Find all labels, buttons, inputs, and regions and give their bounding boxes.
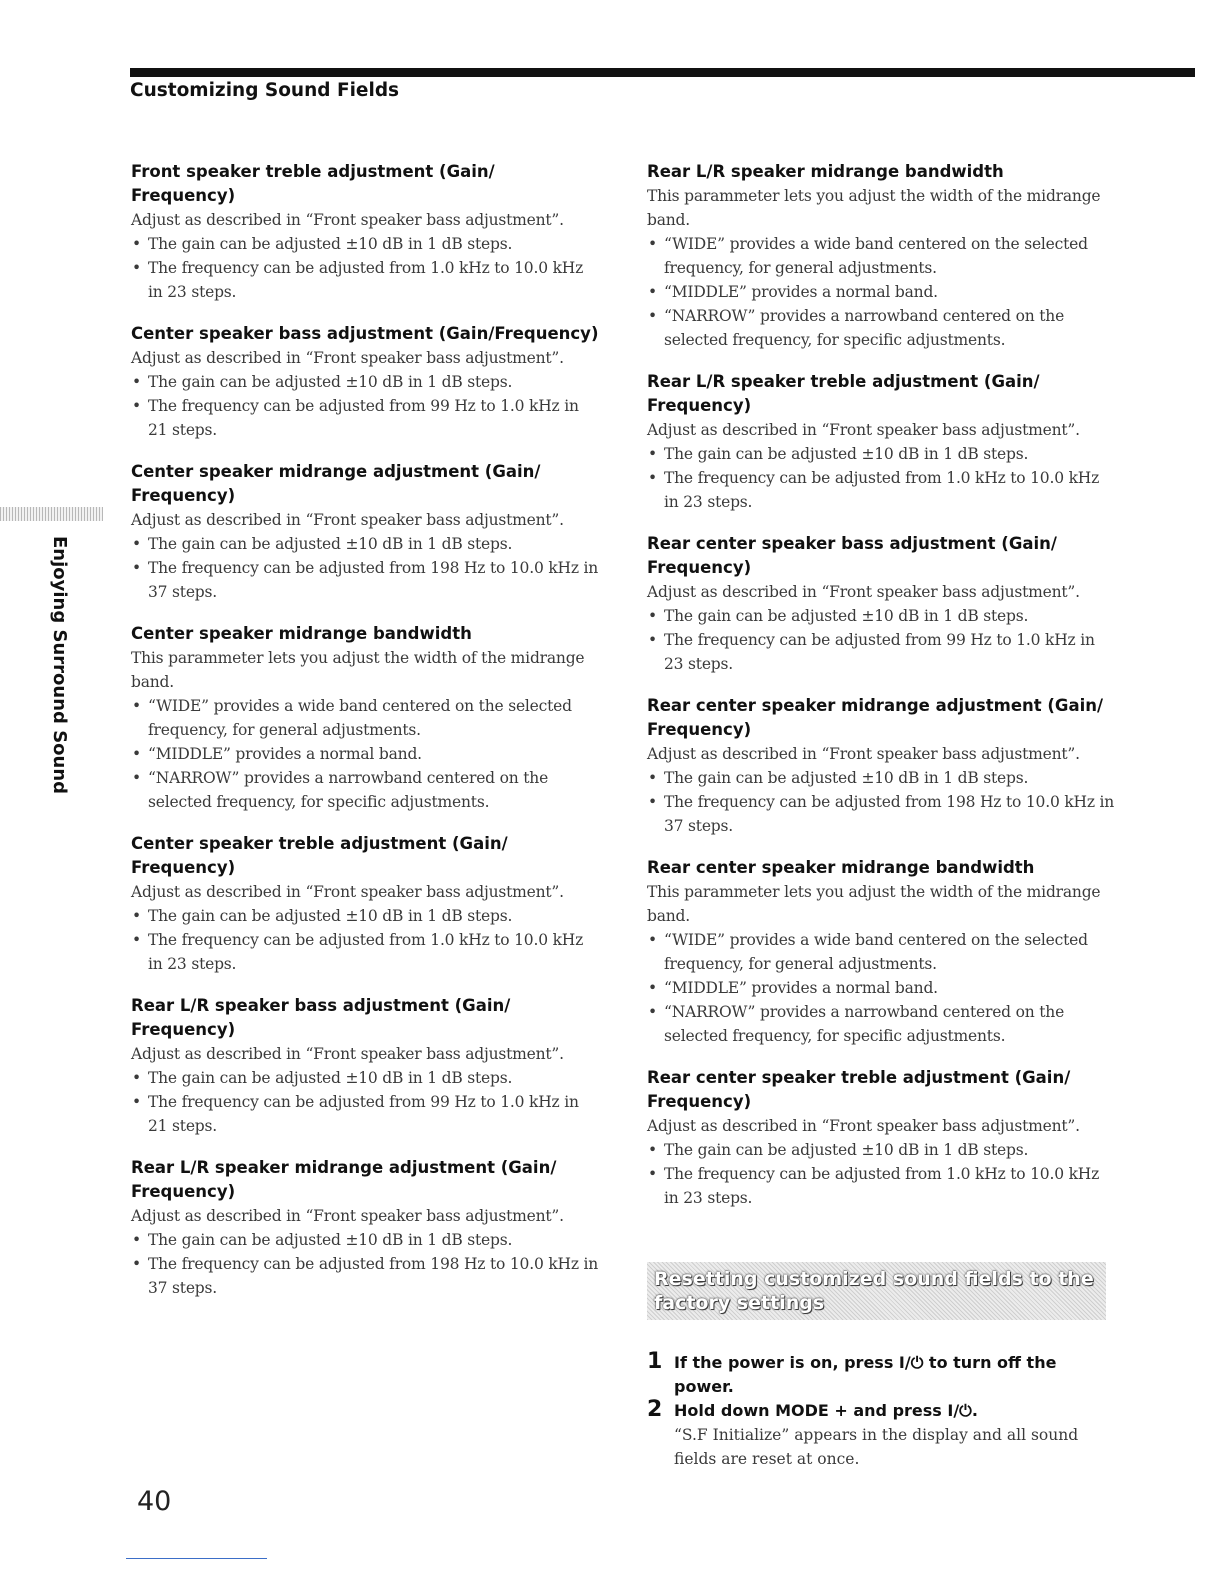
bullet-item: • The frequency can be adjusted from 1.0 kHz to 10.0 kHz in 23 steps. (647, 466, 1117, 514)
page-title: Customizing Sound Fields (130, 80, 400, 101)
section-right-column-0 (647, 160, 1117, 352)
bullet-item: • The gain can be adjusted ±10 dB in 1 dB steps. (131, 904, 601, 928)
section-left-column-5 (131, 994, 601, 1138)
bullet-item: • The frequency can be adjusted from 198 Hz to 10.0 kHz in 37 steps. (131, 1252, 601, 1300)
step-description: “S.F Initialize” appears in the display and all sound fields are reset at once. (674, 1426, 1079, 1468)
section-body: This parammeter lets you adjust the width of the midrange band. (131, 649, 585, 691)
section-title: Center speaker midrange adjustment (Gain/ Frequency) (131, 462, 541, 505)
bullet-item: • “WIDE” provides a wide band centered on the selected frequency, for general adjustments. (647, 928, 1117, 976)
bullet-list (131, 904, 601, 976)
section-body: Adjust as described in “Front speaker bass adjustment”. (647, 421, 1080, 439)
bullet-list (647, 766, 1117, 838)
section-left-column-2 (131, 460, 601, 604)
section-right-column-3 (647, 694, 1117, 838)
reset-step-1 (647, 1348, 1117, 1399)
bullet-item: • The gain can be adjusted ±10 dB in 1 dB steps. (647, 442, 1117, 466)
bullet-list (647, 928, 1117, 1048)
section-right-column-2 (647, 532, 1117, 676)
bullet-item: • “WIDE” provides a wide band centered on the selected frequency, for general adjustments. (131, 694, 601, 742)
section-title: Center speaker treble adjustment (Gain/ Frequency) (131, 834, 508, 877)
bullet-list (131, 532, 601, 604)
section-title: Center speaker midrange bandwidth (131, 624, 472, 643)
bullet-item: • The gain can be adjusted ±10 dB in 1 dB steps. (131, 1228, 601, 1252)
step-instruction: If the power is on, press I/⏻ to turn off the power. (674, 1353, 1057, 1396)
bullet-list (131, 1228, 601, 1300)
right-column (647, 160, 1117, 1228)
bullet-item: • The gain can be adjusted ±10 dB in 1 dB steps. (647, 1138, 1117, 1162)
bullet-item: • The frequency can be adjusted from 1.0 kHz to 10.0 kHz in 23 steps. (131, 256, 601, 304)
step-instruction: Hold down MODE + and press I/⏻. (674, 1401, 978, 1420)
section-left-column-1 (131, 322, 601, 442)
bullet-item: • The frequency can be adjusted from 99 Hz to 1.0 kHz in 23 steps. (647, 628, 1117, 676)
bullet-item: • The gain can be adjusted ±10 dB in 1 dB steps. (647, 604, 1117, 628)
reset-heading-line-2: factory settings (654, 1292, 825, 1314)
side-tab-label: Enjoying Surround Sound (49, 536, 70, 795)
bullet-item: • The gain can be adjusted ±10 dB in 1 dB steps. (131, 532, 601, 556)
section-body: This parammeter lets you adjust the width of the midrange band. (647, 187, 1101, 229)
section-title: Rear center speaker treble adjustment (Gain/ Frequency) (647, 1068, 1071, 1111)
section-body: Adjust as described in “Front speaker bass adjustment”. (647, 583, 1080, 601)
section-left-column-0 (131, 160, 601, 304)
section-body: Adjust as described in “Front speaker bass adjustment”. (647, 1117, 1080, 1135)
section-body: Adjust as described in “Front speaker bass adjustment”. (131, 349, 564, 367)
bullet-list (131, 232, 601, 304)
section-title: Center speaker bass adjustment (Gain/Frequency) (131, 324, 599, 343)
reset-step-2 (647, 1396, 1117, 1471)
bullet-list (647, 442, 1117, 514)
section-title: Front speaker treble adjustment (Gain/ Frequency) (131, 162, 495, 205)
bullet-item: • The gain can be adjusted ±10 dB in 1 dB steps. (647, 766, 1117, 790)
section-title: Rear L/R speaker treble adjustment (Gain/ Frequency) (647, 372, 1040, 415)
bullet-list (131, 694, 601, 814)
section-right-column-5 (647, 1066, 1117, 1210)
section-body: Adjust as described in “Front speaker bass adjustment”. (647, 745, 1080, 763)
bullet-item: • The gain can be adjusted ±10 dB in 1 dB steps. (131, 1066, 601, 1090)
header-rule (130, 68, 1195, 77)
section-title: Rear L/R speaker midrange bandwidth (647, 162, 1004, 181)
side-tab-marker (0, 507, 103, 521)
section-body: Adjust as described in “Front speaker bass adjustment”. (131, 511, 564, 529)
left-column (131, 160, 601, 1318)
section-title: Rear center speaker bass adjustment (Gain/ Frequency) (647, 534, 1057, 577)
bullet-item: • The frequency can be adjusted from 1.0 kHz to 10.0 kHz in 23 steps. (647, 1162, 1117, 1210)
step-number: 1 (647, 1349, 663, 1374)
section-body: Adjust as described in “Front speaker bass adjustment”. (131, 883, 564, 901)
bullet-list (131, 370, 601, 442)
reset-heading-line-1: Resetting customized sound fields to the (654, 1268, 1094, 1290)
bullet-item: • The gain can be adjusted ±10 dB in 1 dB steps. (131, 370, 601, 394)
bullet-item: • “MIDDLE” provides a normal band. (647, 280, 1117, 304)
bullet-item: • “NARROW” provides a narrowband centered on the selected frequency, for specific adjustments. (647, 1000, 1117, 1048)
section-right-column-1 (647, 370, 1117, 514)
bullet-list (647, 232, 1117, 352)
bullet-item: • “NARROW” provides a narrowband centered on the selected frequency, for specific adjustments. (131, 766, 601, 814)
bullet-item: • The frequency can be adjusted from 198 Hz to 10.0 kHz in 37 steps. (131, 556, 601, 604)
section-body: This parammeter lets you adjust the width of the midrange band. (647, 883, 1101, 925)
page-number: 40 (137, 1486, 172, 1517)
bullet-item: • “MIDDLE” provides a normal band. (647, 976, 1117, 1000)
bullet-item: • The frequency can be adjusted from 99 Hz to 1.0 kHz in 21 steps. (131, 1090, 601, 1138)
section-title: Rear center speaker midrange bandwidth (647, 858, 1035, 877)
section-body: Adjust as described in “Front speaker bass adjustment”. (131, 1045, 564, 1063)
bullet-item: • “NARROW” provides a narrowband centered on the selected frequency, for specific adjustments. (647, 304, 1117, 352)
bullet-item: • “MIDDLE” provides a normal band. (131, 742, 601, 766)
reset-section-heading (647, 1262, 1106, 1320)
section-title: Rear center speaker midrange adjustment (Gain/ Frequency) (647, 696, 1104, 739)
section-title: Rear L/R speaker bass adjustment (Gain/ Frequency) (131, 996, 511, 1039)
section-left-column-3 (131, 622, 601, 814)
bullet-item: • The frequency can be adjusted from 1.0 kHz to 10.0 kHz in 23 steps. (131, 928, 601, 976)
section-body: Adjust as described in “Front speaker bass adjustment”. (131, 211, 564, 229)
bullet-item: • “WIDE” provides a wide band centered on the selected frequency, for general adjustments. (647, 232, 1117, 280)
bullet-list (647, 1138, 1117, 1210)
section-right-column-4 (647, 856, 1117, 1048)
section-left-column-4 (131, 832, 601, 976)
section-left-column-6 (131, 1156, 601, 1300)
bullet-list (131, 1066, 601, 1138)
footer-rule (126, 1558, 267, 1559)
bullet-item: • The frequency can be adjusted from 198 Hz to 10.0 kHz in 37 steps. (647, 790, 1117, 838)
bullet-item: • The frequency can be adjusted from 99 Hz to 1.0 kHz in 21 steps. (131, 394, 601, 442)
step-number: 2 (647, 1397, 663, 1422)
bullet-list (647, 604, 1117, 676)
section-body: Adjust as described in “Front speaker bass adjustment”. (131, 1207, 564, 1225)
bullet-item: • The gain can be adjusted ±10 dB in 1 dB steps. (131, 232, 601, 256)
section-title: Rear L/R speaker midrange adjustment (Gain/ Frequency) (131, 1158, 557, 1201)
